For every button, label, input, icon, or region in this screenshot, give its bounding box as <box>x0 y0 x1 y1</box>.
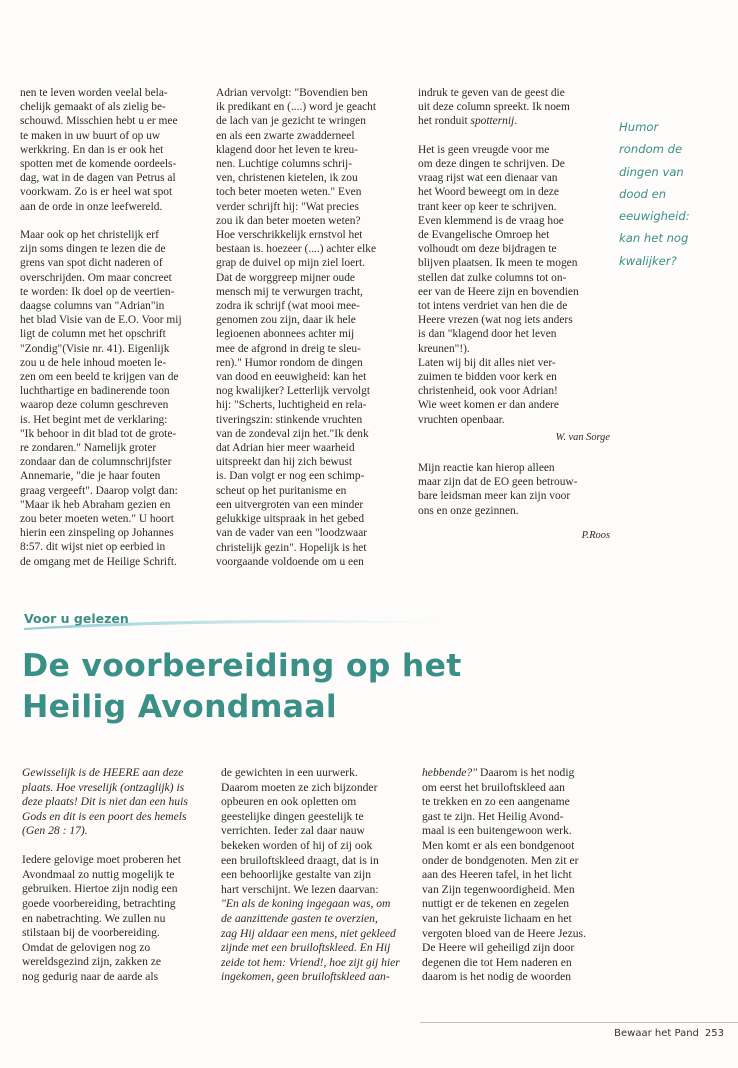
article-column-1 <box>22 766 218 985</box>
paragraph-text: indruk te geven van de geest die uit deze column spreekt. Ik noem het ronduit <box>418 87 570 128</box>
paragraph: nen te leven worden veelal bela- chelijk gemaakt of als zielig be- schouwd. Misschien hebt u er mee te maken in uw buurt of op uw werkkring. En dan is er ook het spotten met de komende oordeels- dag, wat in de dagen van Petrus al voorkwam. Zo is er heel wat spot aan de orde in onze leefwereld. <box>20 87 178 213</box>
scripture-quote: "En als de koning ingegaan was, om de aanzittende gasten te overzien, zag Hij aldaar een mens, niet gekleed zijnde met een bruiloftskleed. En Hij zeide tot hem: Vriend!, hoe zijt gij hier ingekomen, geen bruiloftskleed aan- <box>221 897 400 984</box>
article-title: De voorbereiding op het Heilig Avondmaal <box>22 648 462 725</box>
paragraph: Adrian vervolgt: "Bovendien ben ik predikant en (....) word je geacht de lach van je gezicht te wringen en als een zwarte zwadderneel klagend door het leven te kreu- nen. Luchtige columns schrij- ven, christenen kietelen, ik zou toch beter moeten weten." Even verder schrijft hij: "Wat precies zou ik dan beter moeten weten? Hoe verschrikkelijk ernstvol het bestaan is. hoezeer (....) achter elke grap de duivel op mijn ziel loert. Dat de worggreep mijner oude mensch mij te verwurgen tracht, zodra ik schrijf (wat mooi mee- genomen zou zijn, daar ik hele legioenen abonnees achter mij mee de afgrond in dreig te sleu- ren)." Humor rondom de dingen van dood en eeuwigheid: kan het nog kwalijker? Letterlijk vervolgt hij: "Scherts, luchtigheid en rela- tiveringszin: stinkende vruchten van de zondeval zijn het."Ik denk dat Adrian hier meer waarheid uitspreekt dan hij zich bewust is. Dan volgt er nog een schimp- scheut op het puritanisme en een uitvergroten van een minder gelukkige uitspraak in het gebed van de vader van een "loodzwaar christelijk gezin". Hopelijk is het voorgaande voldoende om u een <box>216 87 377 568</box>
top-column-1 <box>20 86 220 569</box>
paragraph-text: . <box>514 115 518 128</box>
section-kicker: Voor u gelezen <box>24 611 129 626</box>
paragraph: de gewichten in een uurwerk. Daarom moeten ze zich bijzonder opbeuren en ook opletten om geestelijke dingen geestelijk te verrichten. Ieder zal daar nauw bekeken worden of hij of zij ook een bruiloftskleed draagt, dat is in een behoorlijke gestalte van zijn hart verschijnt. We lezen daarvan: <box>221 766 379 896</box>
emphasis: hebbende?" <box>422 766 478 779</box>
top-column-2 <box>216 86 416 569</box>
paragraph-text: Daarom is het nodig om eerst het bruiloftskleed aan te trekken en zo een aangename gast te zijn. Het Heilig Avond- maal is een buitengewoon werk. Men komt er als een bondgenoot onder de bondgenoten. Men zit er aan des Heeren tafel, in het licht van Zijn tegenwoordigheid. Men nuttigt er de tekenen en zegelen van het gekruiste lichaam en het vergoten bloed van de Heere Jezus. De Heere wil geheiligd zijn door degenen die tot Hem naderen en daarom is het nodig de woorden <box>422 766 586 984</box>
paragraph: Maar ook op het christelijk erf zijn soms dingen te lezen die de grens van spot dicht naderen of overschrijden. Om maar concreet te worden: Ik doel op de veertien- daagse columns van "Adrian"in het blad Visie van de E.O. Voor mij ligt de column met het opschrift "Zondig"(Visie nr. 41). Eigenlijk zou u de hele inhoud moeten le- zen om een beeld te krijgen van de luchthartige en badinerende toon waarop deze column geschreven is. Het begint met de verklaring: "Ik behoor in dit blad tot de grote- re zondaren." Namelijk groter zondaar dan de columnschrijfster Annemarie, "die je haar fouten graag vergeeft". Daarop volgt dan: "Maar ik heb Abraham gezien en zou beter moeten weten." U hoort hierin een zinspeling op Johannes 8:57. dit wijst niet op eerbied in de omgang met de Heilige Schrift. <box>20 229 182 568</box>
article-column-3 <box>422 766 622 985</box>
emphasis: spotternij <box>470 115 515 128</box>
publication-title: Bewaar het Pand <box>614 1028 699 1039</box>
scripture-quote: Gewisselijk is de HEERE aan deze plaats. Hoe vreselijk (ontzaglijk) is deze plaats! Dit is niet dan een huis Gods en dit is een poort des hemels (Gen 28 : 17). <box>22 766 188 838</box>
page-number: 253 <box>704 1028 724 1039</box>
footer-rule <box>420 1022 738 1023</box>
author-signature: W. van Sorge <box>555 431 610 443</box>
top-column-3 <box>418 86 610 543</box>
paragraph <box>422 766 622 985</box>
pull-quote: Humor rondom de dingen van dood en eeuwigheid: kan het nog kwalijker? <box>619 120 690 268</box>
author-signature: P.Roos <box>581 529 610 541</box>
paragraph: Mijn reactie kan hierop alleen maar zijn dat de EO geen betrouw- bare leidsman meer kan zijn voor ons en onze gezinnen. <box>418 462 578 517</box>
article-column-2 <box>221 766 419 985</box>
paragraph: Iedere gelovige moet proberen het Avondmaal zo nuttig mogelijk te gebruiken. Hiertoe zijn nodig een goede voorbereiding, betrachting en nabetrachting. We zullen nu stilstaan bij de voorbereiding. Omdat de gelovigen nog zo wereldsgezind zijn, zakken ze nog gedurig naar de aarde als <box>22 853 182 983</box>
paragraph <box>418 86 610 129</box>
paragraph: Het is geen vreugde voor me om deze dingen te schrijven. De vraag rijst wat een dienaar van het Woord beweegt om in deze trant keer op keer te schrijven. Even klemmend is de vraag hoe de Evangelische Omroep het volhoudt om deze bijdragen te blijven plaatsen. Ik meen te mogen stellen dat zulke columns tot on- eer van de Heere zijn en bovendien tot intens verdriet van hen die de Heere vrezen (wat nog iets anders is dan "klagend door het leven kreunen"!). Laten wij bij dit alles niet ver- zuimen te bidden voor kerk en christenheid, ook voor Adrian! Wie weet komen er dan andere vruchten openbaar. <box>418 143 579 426</box>
page-footer <box>614 1028 724 1039</box>
